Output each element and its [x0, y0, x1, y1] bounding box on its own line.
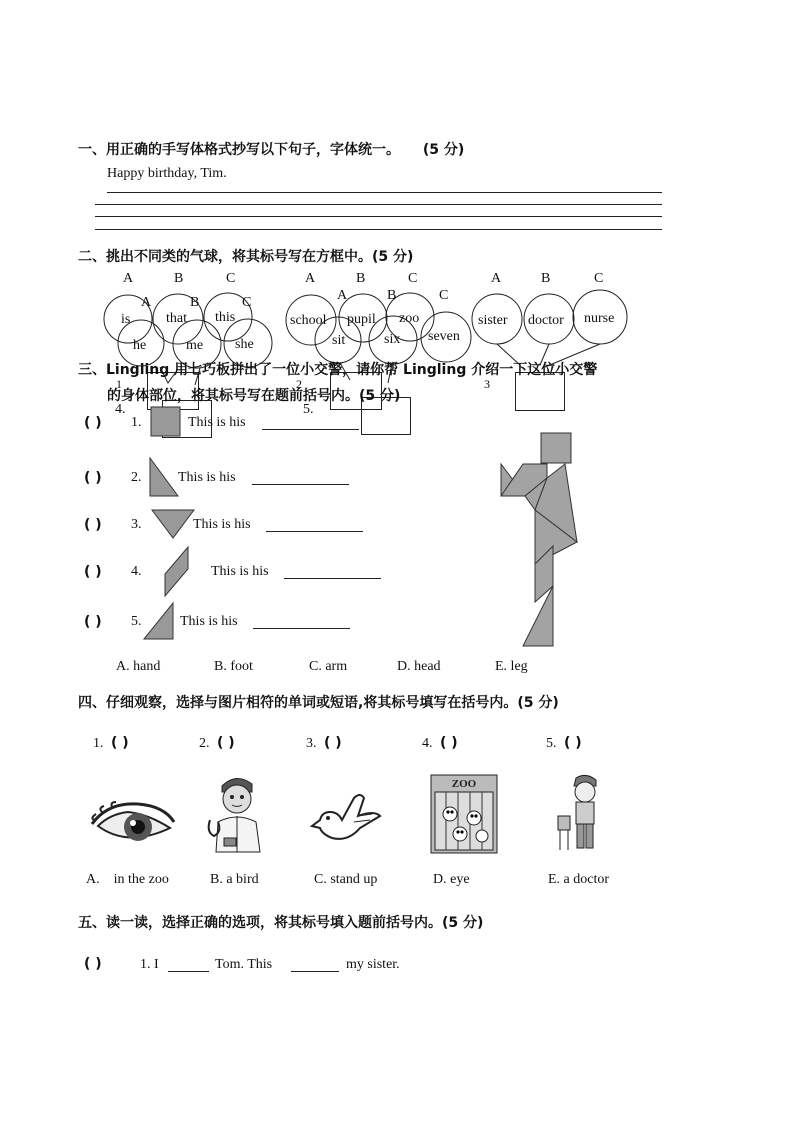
- answer-paren[interactable]: ( ): [84, 956, 102, 972]
- section-3-title-line-2: 的身体部位，将其标号写在题前括号内。(5 分): [107, 388, 401, 404]
- writing-line: [95, 216, 662, 217]
- balloon-letter: A: [141, 295, 152, 310]
- answer-paren[interactable]: ( ): [440, 735, 458, 751]
- question-number: 4.: [422, 736, 433, 751]
- balloon-word: me: [186, 338, 204, 353]
- question-number: 2.: [199, 736, 210, 751]
- balloon-letter: C: [439, 288, 449, 303]
- balloon-letter: A: [123, 271, 134, 286]
- item-number: 3.: [131, 517, 142, 532]
- balloon-letter: B: [190, 295, 200, 310]
- eye-icon: [88, 796, 180, 856]
- question-text: Tom. This: [215, 957, 273, 972]
- option-c: C. stand up: [314, 872, 378, 887]
- item-text: This is his: [178, 470, 236, 485]
- writing-line: [107, 192, 662, 193]
- answer-paren[interactable]: ( ): [217, 735, 235, 751]
- answer-blank[interactable]: [291, 971, 339, 972]
- tangram-triangle-icon: [150, 508, 196, 540]
- balloon-letter: C: [242, 295, 252, 310]
- answer-blank[interactable]: [168, 971, 209, 972]
- balloon-word: that: [166, 311, 187, 326]
- item-number: 5.: [131, 614, 142, 629]
- question-text: 1. I: [140, 957, 159, 972]
- question-number: 5.: [546, 736, 557, 751]
- writing-line: [95, 229, 662, 230]
- option-a: A. hand: [116, 659, 161, 674]
- tangram-policeman-figure: [495, 430, 585, 652]
- section-4-title: 四、仔细观察，选择与图片相符的单词或短语,将其标号填写在括号内。(5 分): [78, 695, 559, 711]
- balloon-letter: A: [491, 271, 502, 286]
- balloon-word: is: [121, 312, 131, 327]
- section-5-title: 五、读一读，选择正确的选项，将其标号填入题前括号内。(5 分): [78, 915, 484, 931]
- tangram-triangle-icon: [142, 601, 176, 641]
- zoo-sign-text: ZOO: [451, 778, 477, 790]
- item-text: This is his: [193, 517, 251, 532]
- zoo-picture: [430, 774, 498, 854]
- item-text: This is his: [188, 415, 246, 430]
- section-1-title-text: 一、用正确的手写体格式抄写以下句子，字体统一。: [78, 142, 400, 158]
- option-d: D. eye: [433, 872, 470, 887]
- balloon-letter: B: [387, 288, 397, 303]
- option-e: E. leg: [495, 659, 528, 674]
- item-text: This is his: [180, 614, 238, 629]
- section-3-title-line-1: 三、Lingling 用七巧板拼出了一位小交警，请你帮 Lingling 介绍一下这位小交警: [78, 362, 598, 378]
- answer-paren[interactable]: ( ): [111, 735, 129, 751]
- option-b: B. foot: [214, 659, 253, 674]
- question-number: 3.: [306, 736, 317, 751]
- copy-sentence: Happy birthday, Tim.: [107, 166, 227, 181]
- balloon-word: sit: [332, 333, 346, 348]
- section-2-title: 二、挑出不同类的气球，将其标号写在方框中。(5 分): [78, 249, 414, 265]
- option-c: C. arm: [309, 659, 348, 674]
- answer-blank[interactable]: [253, 628, 350, 629]
- question-text: my sister.: [346, 957, 400, 972]
- balloon-letter: A: [305, 271, 316, 286]
- bird-icon: [308, 790, 384, 848]
- answer-number: 2: [296, 377, 302, 391]
- item-number: 4.: [131, 564, 142, 579]
- doctor-icon: [202, 772, 270, 854]
- tangram-square-icon: [150, 406, 182, 438]
- question-number: 1.: [93, 736, 104, 751]
- balloon-word: she: [235, 337, 254, 352]
- answer-number: 4.: [115, 402, 126, 417]
- answer-paren[interactable]: ( ): [324, 735, 342, 751]
- answer-blank[interactable]: [266, 531, 363, 532]
- balloon-word: sister: [478, 313, 508, 328]
- tangram-parallelogram-icon: [162, 545, 192, 599]
- answer-paren[interactable]: ( ): [84, 470, 102, 486]
- option-e: E. a doctor: [548, 872, 610, 887]
- option-b: B. a bird: [210, 872, 259, 887]
- item-text: This is his: [211, 564, 269, 579]
- writing-line: [95, 204, 662, 205]
- answer-blank[interactable]: [284, 578, 381, 579]
- balloon-word: seven: [428, 329, 460, 344]
- balloon-letter: B: [356, 271, 366, 286]
- answer-number: 1: [116, 377, 122, 391]
- answer-paren[interactable]: ( ): [84, 415, 102, 431]
- balloon-word: pupil: [347, 312, 376, 327]
- tangram-triangle-icon: [148, 456, 180, 498]
- balloon-letter: B: [174, 271, 184, 286]
- balloon-letter: A: [337, 288, 348, 303]
- answer-blank[interactable]: [252, 484, 349, 485]
- answer-paren[interactable]: ( ): [84, 564, 102, 580]
- stand-up-icon: [556, 774, 606, 854]
- balloon-letter: C: [408, 271, 418, 286]
- balloon-word: he: [133, 338, 147, 353]
- answer-blank[interactable]: [262, 429, 359, 430]
- balloon-word: doctor: [528, 313, 564, 328]
- balloon-letter: C: [594, 271, 604, 286]
- balloon-word: zoo: [399, 311, 420, 326]
- answer-paren[interactable]: ( ): [84, 517, 102, 533]
- answer-number: 5.: [303, 402, 314, 417]
- balloon-word: school: [290, 313, 327, 328]
- section-1-score: (5 分): [422, 142, 465, 158]
- option-d: D. head: [397, 659, 441, 674]
- section-1-title: [78, 139, 464, 159]
- balloon-word: six: [384, 332, 401, 347]
- balloon-word: nurse: [584, 311, 615, 326]
- option-a: A. in the zoo: [86, 872, 169, 887]
- item-number: 2.: [131, 470, 142, 485]
- answer-paren[interactable]: ( ): [84, 614, 102, 630]
- balloon-word: this: [215, 310, 236, 325]
- balloon-letter: B: [541, 271, 551, 286]
- balloon-letter: C: [226, 271, 236, 286]
- answer-number: 3: [484, 377, 490, 391]
- item-number: 1.: [131, 415, 142, 430]
- answer-paren[interactable]: ( ): [564, 735, 582, 751]
